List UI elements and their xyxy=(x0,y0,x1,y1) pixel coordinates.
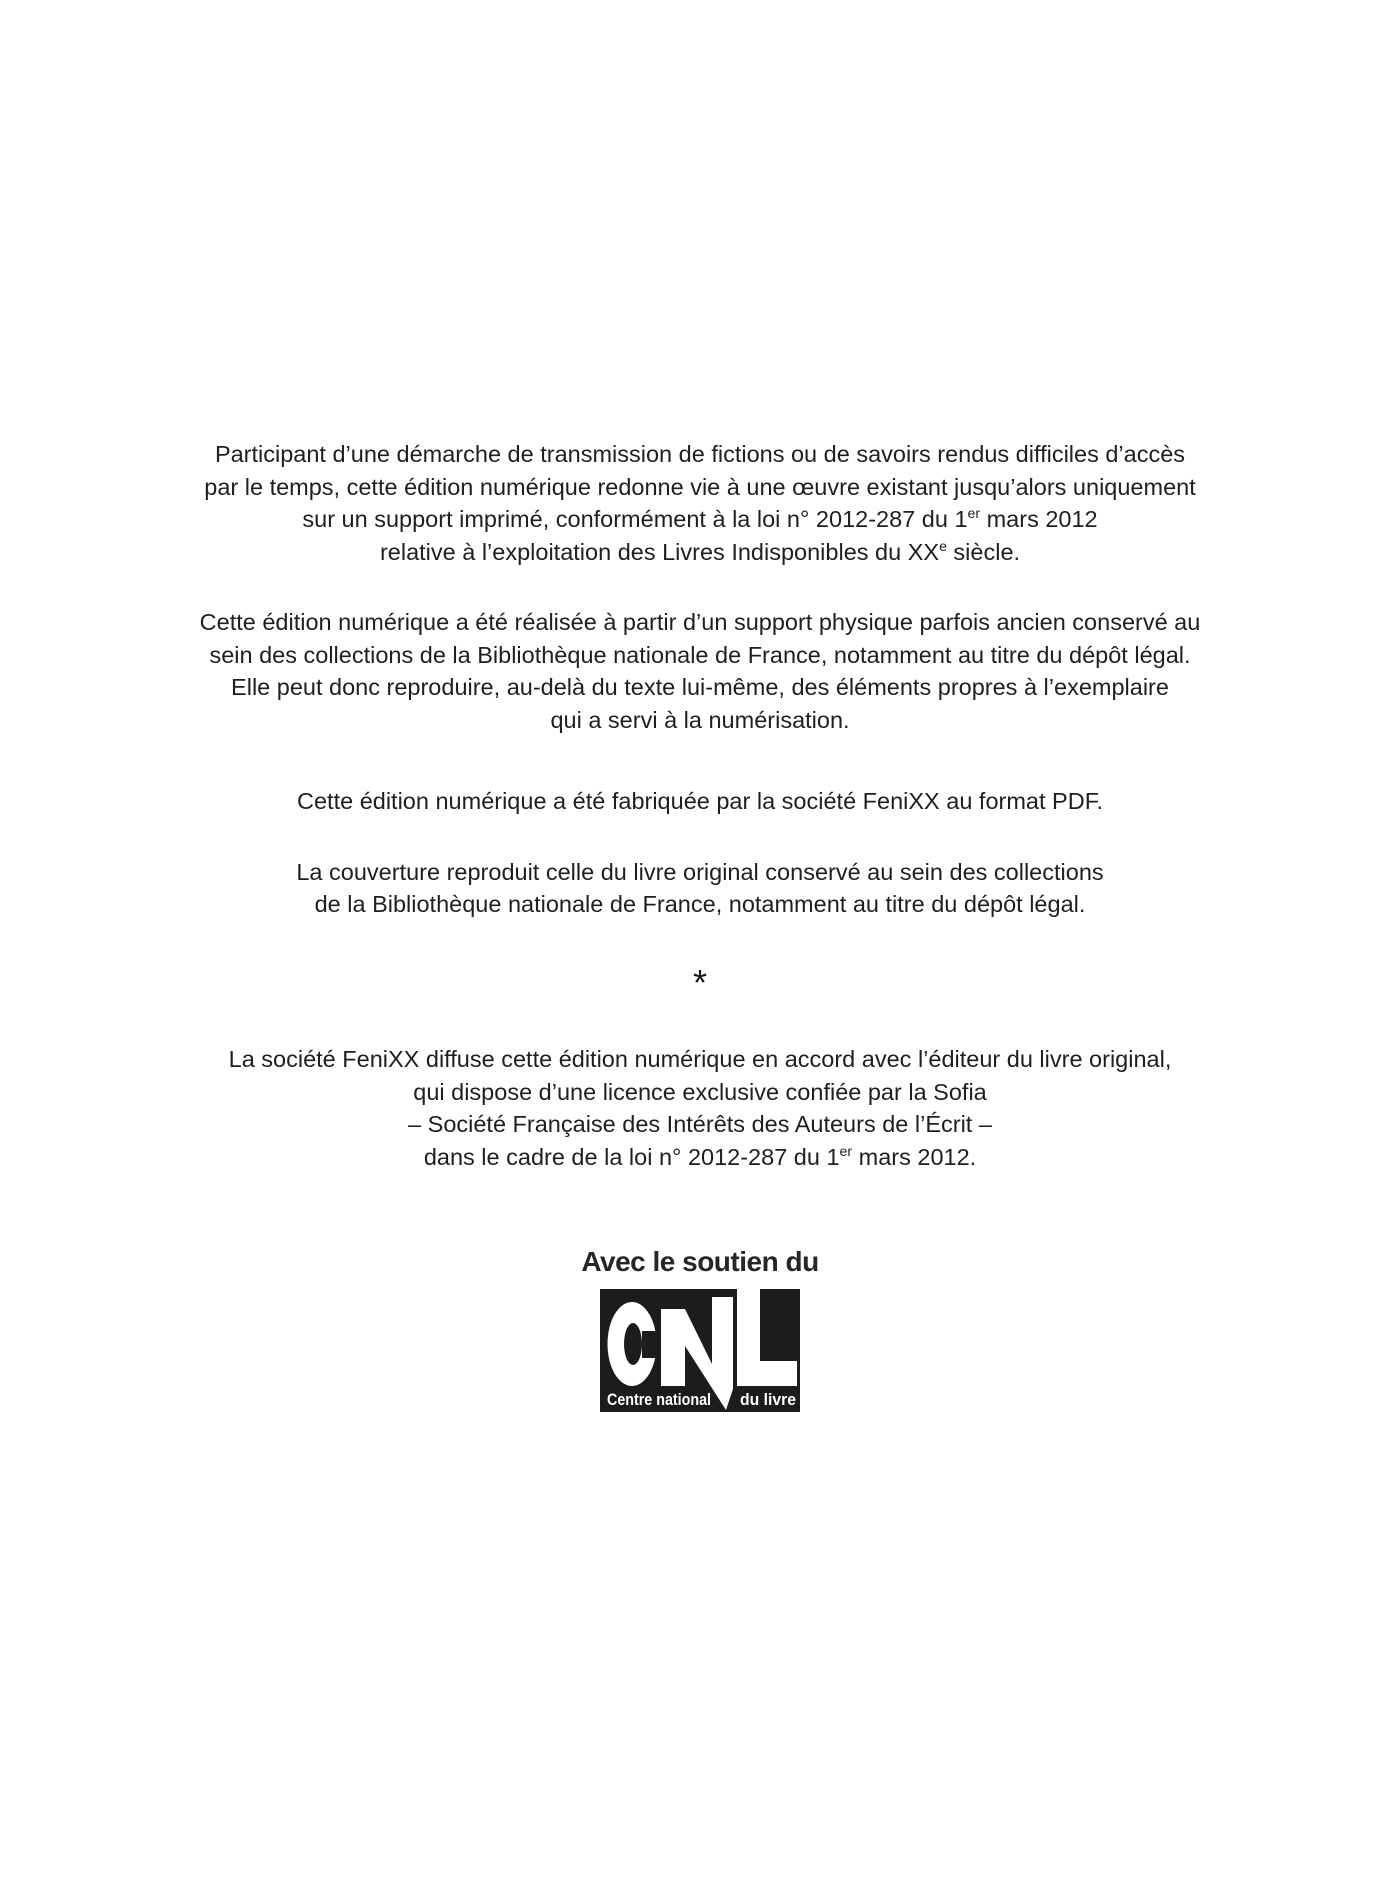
support-caption: Avec le soutien du xyxy=(581,1246,819,1277)
cnl-caption-du-livre: du livre xyxy=(740,1391,796,1409)
text-line: – Société Française des Intérêts des Auteurs de l’Écrit – xyxy=(408,1111,992,1137)
text-line: dans le cadre de la loi n° 2012-287 du 1er mars 2012. xyxy=(423,1142,977,1170)
cnl-letter-c-aperture xyxy=(642,1331,659,1358)
legal-notice-content xyxy=(0,438,1400,1412)
text-line: de la Bibliothèque nationale de France, notamment au titre du dépôt légal. xyxy=(314,891,1086,917)
asterisk-separator: * xyxy=(692,961,707,1003)
text-line: sur un support imprimé, conformément à la loi n° 2012-287 du 1er mars 2012 xyxy=(302,505,1098,532)
paragraph-diffusion-notice xyxy=(0,1043,1400,1173)
text-line: qui dispose d’une licence exclusive confiée par la Sofia xyxy=(413,1078,987,1105)
text-line: relative à l’exploitation des Livres Indisponibles du XXe siècle. xyxy=(379,537,1021,565)
cnl-letter-c-counter xyxy=(624,1323,642,1365)
superscript-text: er xyxy=(967,505,981,522)
paragraph-edition-fabrication xyxy=(0,785,1400,818)
text-line: La société FeniXX diffuse cette édition numérique en accord avec l’éditeur du livre original, xyxy=(228,1046,1172,1072)
text-line: sein des collections de la Bibliothèque nationale de France, notamment au titre du dépôt légal. xyxy=(209,641,1191,668)
text-line: Elle peut donc reproduire, au-delà du texte lui-même, des éléments propres à l’exemplaire xyxy=(231,674,1169,700)
paragraph-edition-source xyxy=(0,606,1400,736)
text-line: par le temps, cette édition numérique redonne vie à une œuvre existant jusqu’alors uniquement xyxy=(204,473,1196,500)
text-line: qui a servi à la numérisation. xyxy=(550,706,850,733)
text-line: Cette édition numérique a été réalisée à partir d’un support physique parfois ancien conservé au xyxy=(199,609,1201,635)
cnl-caption-centre-national: Centre national xyxy=(607,1391,711,1409)
text-line: La couverture reproduit celle du livre original conservé au sein des collections xyxy=(296,858,1104,885)
paragraph-edition-transmission xyxy=(0,438,1400,568)
text-line: Cette édition numérique a été fabriquée par la société FeniXX au format PDF. xyxy=(297,788,1103,814)
paragraph-cover-notice xyxy=(0,856,1400,921)
cnl-logo xyxy=(600,1289,800,1412)
superscript-text: e xyxy=(939,537,947,554)
superscript-text: er xyxy=(839,1142,853,1159)
text-line: Participant d’une démarche de transmission de fictions ou de savoirs rendus difficiles d’accès xyxy=(214,441,1186,467)
